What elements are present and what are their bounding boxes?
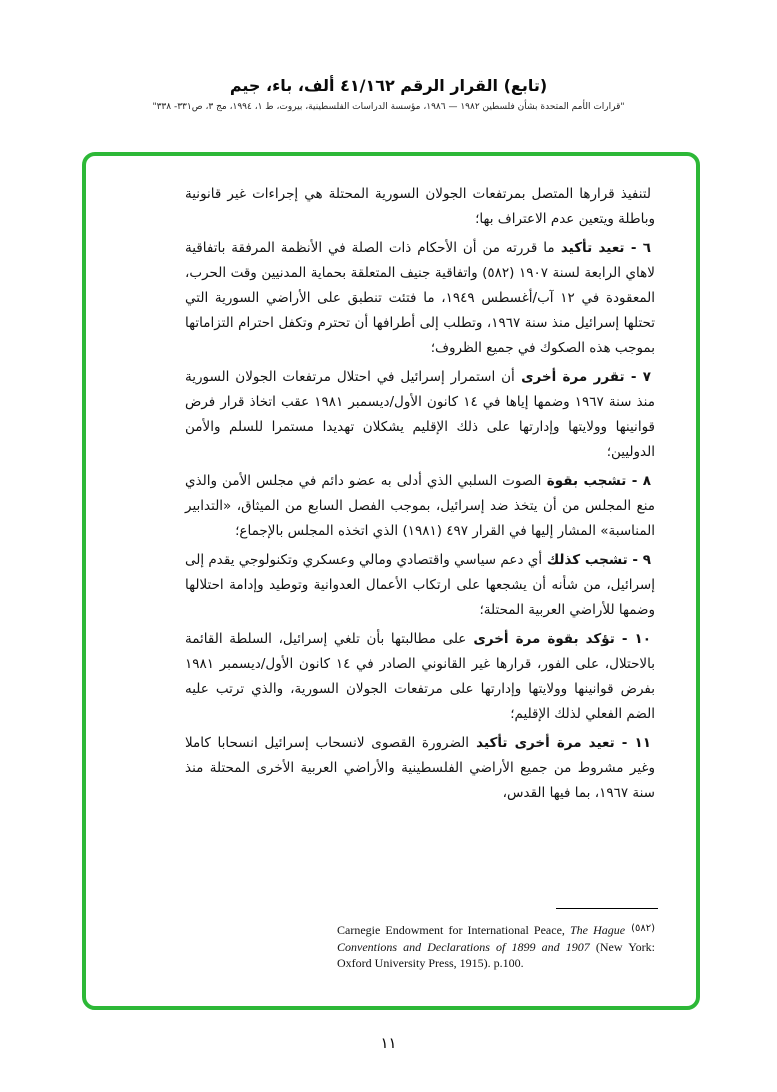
paragraph-8 bbox=[185, 469, 655, 544]
paragraph-lead: ١٠ - تؤكد بقوة مرة أخرى bbox=[466, 631, 651, 647]
paragraph-text: على مطالبتها بأن تلغي إسرائيل، السلطة القائمة بالاحتلال، على الفور، قرارها غير القانوني الصادر في ١٤ كانون الأول/ديسمبر ١٩٨١ بفرض قوانينها وولايتها وإدارتها على مرتفعات الجولان السورية، والذي ترتب عليه الضم الفعلي لذلك الإقليم؛ bbox=[185, 631, 655, 722]
paragraph-lead: ٨ - تشجب بقوة bbox=[541, 473, 651, 489]
resolution-body bbox=[185, 182, 655, 810]
content-frame bbox=[82, 152, 700, 1010]
page-header bbox=[0, 76, 777, 112]
paragraph-7 bbox=[185, 365, 655, 465]
document-title: (تابع) القرار الرقم ٤١/١٦٢ ألف، باء، جيم bbox=[229, 76, 548, 95]
page-number: ١١ bbox=[380, 1034, 397, 1052]
paragraph-lead: ٧ - تقرر مرة أخرى bbox=[514, 369, 651, 385]
footnote-marker: (٥٨٢) bbox=[631, 923, 655, 934]
paragraph-lead: ٦ - تعيد تأكيد bbox=[554, 240, 652, 256]
paragraph-text: الضرورة القصوى لانسحاب إسرائيل انسحابا كاملا وغير مشروط من جميع الأراضي الفلسطينية والأراضي العربية الأخرى المحتلة منذ سنة ١٩٦٧، بما فيها القدس، bbox=[185, 735, 655, 801]
paragraph-6 bbox=[185, 236, 655, 361]
paragraph-text: الصوت السلبي الذي أدلى به عضو دائم في مجلس الأمن والذي منع المجلس من أن يتخذ ضد إسرائيل، بموجب الفصل السابع من الميثاق، «التدابير المناسبة» المشار إليها في القرار ٤٩٧ (١٩٨١) الذي اتخذه المجلس بالإجماع؛ bbox=[185, 473, 655, 539]
paragraph-text: أي دعم سياسي واقتصادي ومالي وعسكري وتكنولوجي يقدم إلى إسرائيل، من شأنه أن يشجعها على ارتكاب الأعمال العدوانية وتوطيد وإدامة احتلالها وضمها للأراضي العربية المحتلة؛ bbox=[185, 552, 655, 618]
paragraph-lead: ٩ - تشجب كذلك bbox=[542, 552, 651, 568]
paragraph-continuation bbox=[185, 182, 655, 232]
paragraph-lead: ١١ - تعيد مرة أخرى تأكيد bbox=[469, 735, 651, 751]
footnote bbox=[337, 922, 655, 972]
footnote-book-title: The Hague Conventions and Declarations of 1899 and 1907 bbox=[337, 923, 626, 954]
paragraph-text: ما قررته من أن الأحكام ذات الصلة في الأنظمة المرفقة باتفاقية لاهاي الرابعة لسنة ١٩٠٧ (٥٨٢) واتفاقية جنيف المتعلقة بحماية المدنيين وقت الحرب، المعقودة في ١٢ آب/أغسطس ١٩٤٩، ما فتئت تنطبق على الأراضي السورية التي تحتلها إسرائيل منذ سنة ١٩٦٧، وتطلب إلى أطرافها أن تحترم وتكفل احترام التزاماتها بموجب هذه الصكوك في جميع الظروف؛ bbox=[185, 240, 655, 356]
paragraph-text: أن استمرار إسرائيل في احتلال مرتفعات الجولان السورية منذ سنة ١٩٦٧ وضمها إياها في ١٤ كانون الأول/ديسمبر ١٩٨١ عقب اتخاذ قرار فرض قوانينها وولايتها وإدارتها على ذلك الإقليم يشكلان تهديدا مستمرا للسلم والأمن الدوليين؛ bbox=[185, 369, 655, 460]
footnote-separator bbox=[556, 908, 658, 909]
paragraph-10 bbox=[185, 627, 655, 727]
footnote-text-part: (New York: Oxford University Press, 1915). p.100. bbox=[337, 939, 655, 970]
paragraph-11 bbox=[185, 731, 655, 806]
paragraph-text: لتنفيذ قرارها المتصل بمرتفعات الجولان السورية المحتلة هي إجراءات غير قانونية وباطلة ويتعين عدم الاعتراف بها؛ bbox=[185, 186, 655, 227]
footnote-text-part: Carnegie Endowment for International Peace, bbox=[337, 923, 570, 937]
source-citation: "قرارات الأمم المتحدة بشأن فلسطين ١٩٨٢ — ١٩٨٦، مؤسسة الدراسات الفلسطينية، بيروت، ط ١، ١٩٩٤، مج ٣، ص٣٣١- ٣٣٨" bbox=[152, 102, 625, 112]
paragraph-9 bbox=[185, 548, 655, 623]
